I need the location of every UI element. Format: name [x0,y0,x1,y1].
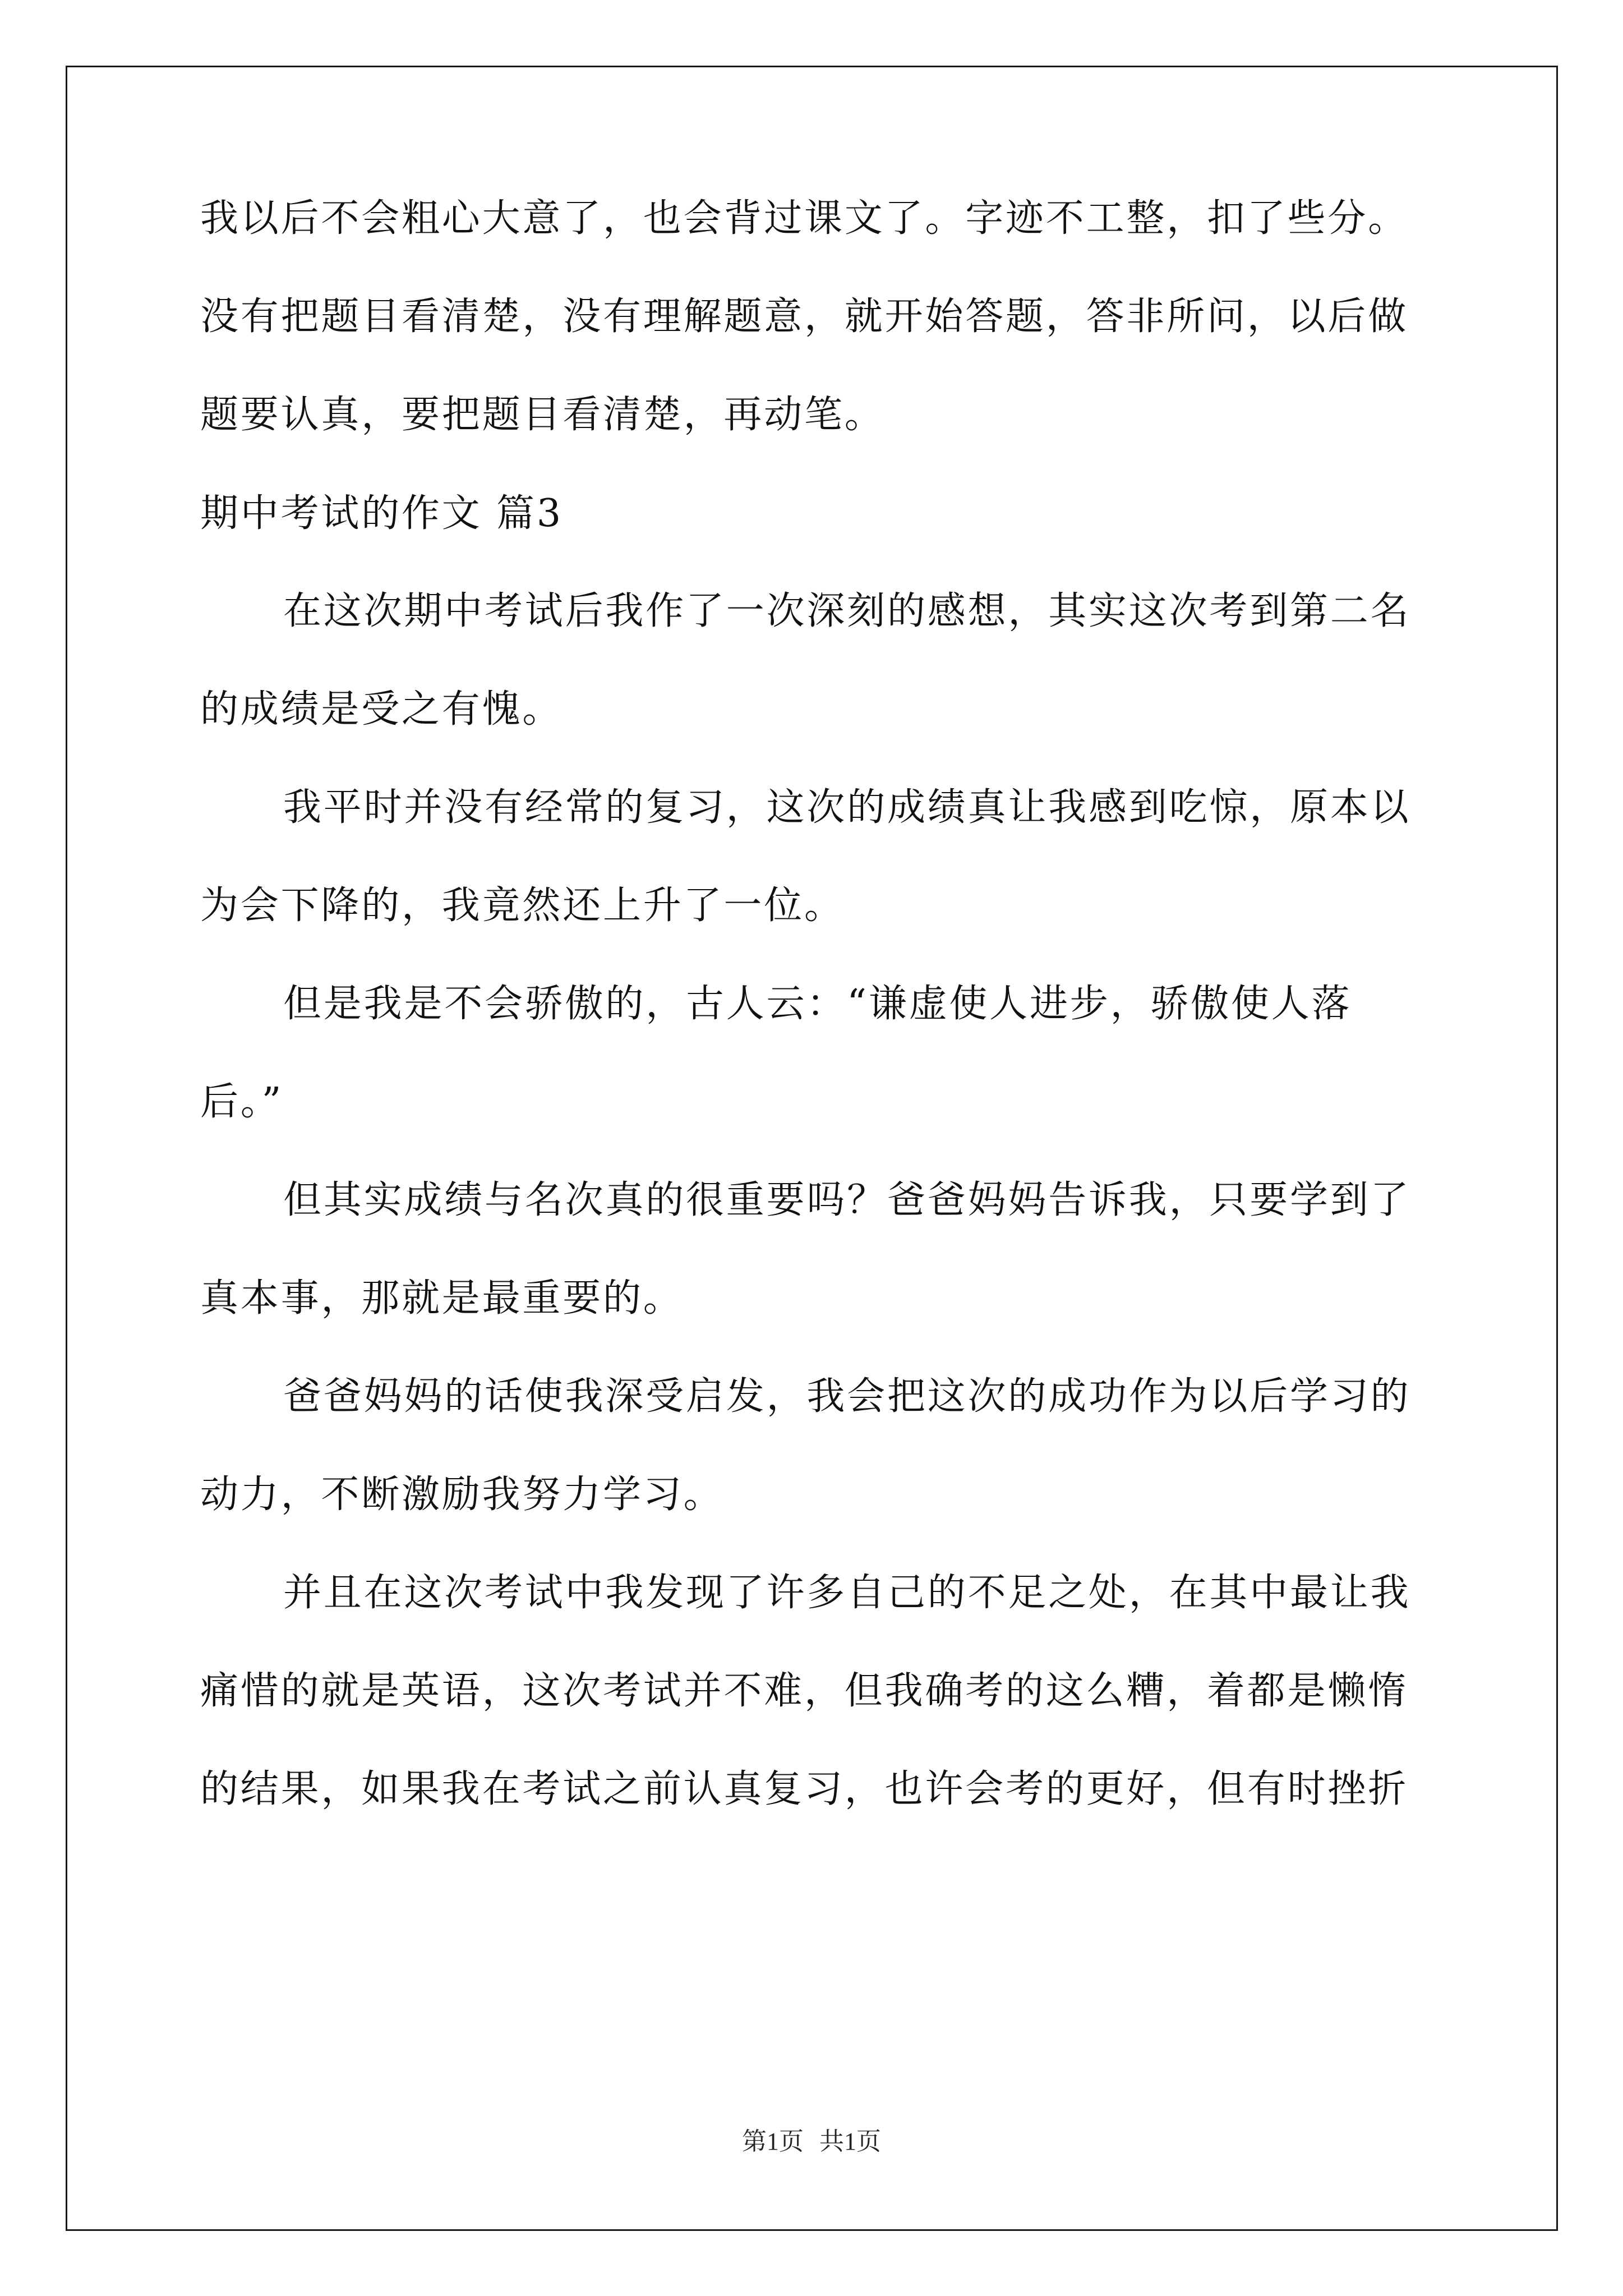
text-line: 的结果，如果我在考试之前认真复习，也许会考的更好，但有时挫折 [200,1767,1409,1811]
text-line: 没有把题目看清楚，没有理解题意，就开始答题，答非所问，以后做 [200,295,1409,339]
page-number: 第1页 [742,2128,804,2155]
text-line: 为会下降的，我竟然还上升了一位。 [200,884,845,928]
text-line: 我以后不会粗心大意了，也会背过课文了。字迹不工整，扣了些分。 [200,196,1409,241]
text-line: 的成绩是受之有愧。 [200,687,563,731]
text-line: 我平时并没有经常的复习，这次的成绩真让我感到吃惊，原本以 [283,785,1411,830]
text-line: 题要认真，要把题目看清楚，再动笔。 [200,393,885,437]
text-line: 在这次期中考试后我作了一次深刻的感想，其实这次考到第二名 [283,589,1411,633]
text-line: 后。” [200,1080,284,1124]
text-line: 爸爸妈妈的话使我深受启发，我会把这次的成功作为以后学习的 [283,1374,1411,1419]
text-line: 但其实成绩与名次真的很重要吗？爸爸妈妈告诉我，只要学到了 [283,1178,1411,1222]
page-total: 共1页 [819,2128,881,2155]
section-heading: 期中考试的作文 篇3 [200,491,563,536]
text-line: 真本事，那就是最重要的。 [200,1276,684,1320]
text-line: 痛惜的就是英语，这次考试并不难，但我确考的这么糟，着都是懒惰 [200,1669,1409,1713]
text-line: 但是我是不会骄傲的，古人云：“谦虚使人进步，骄傲使人落 [283,982,1352,1026]
page-footer [0,2125,1623,2159]
text-line: 动力，不断激励我努力学习。 [200,1473,724,1517]
text-line: 并且在这次考试中我发现了许多自己的不足之处，在其中最让我 [283,1571,1411,1615]
